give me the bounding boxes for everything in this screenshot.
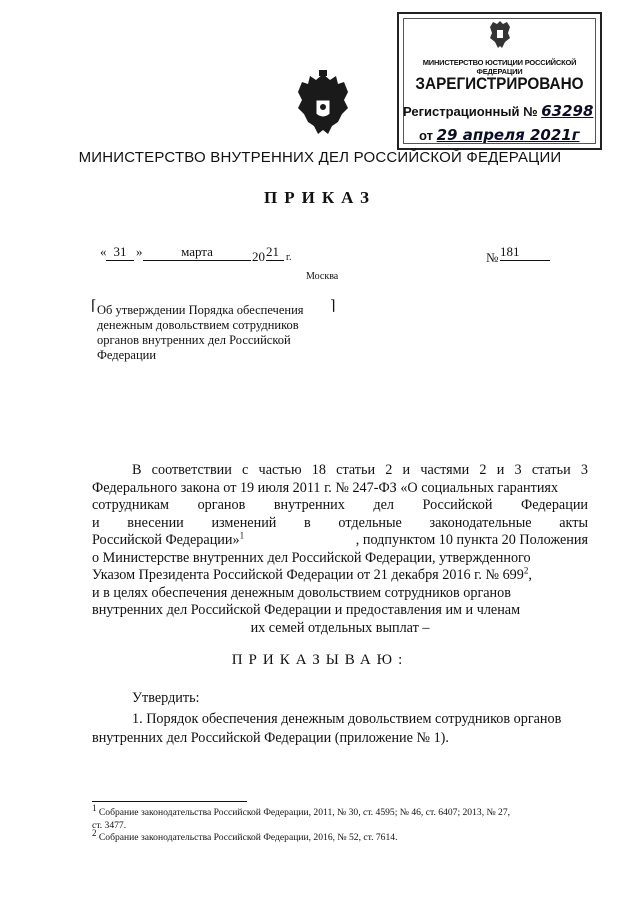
stamp-emblem-icon xyxy=(487,18,513,50)
footnotes xyxy=(92,802,588,845)
item-line: внутренних дел Российской Федерации (приложение № 1). xyxy=(92,730,449,746)
preamble-text xyxy=(92,462,588,637)
order-item-1 xyxy=(92,710,588,748)
stamp-date-label: от xyxy=(419,128,433,143)
subject-block xyxy=(97,303,304,363)
coat-of-arms-icon xyxy=(292,70,354,140)
footnote-2-text: Собрание законодательства Российской Федерации, 2016, № 52, ст. 7614. xyxy=(98,832,398,843)
footnote-ref-1: 1 xyxy=(239,530,245,541)
date-month: марта xyxy=(143,244,251,261)
stamp-number-handwritten: 63298 xyxy=(541,102,594,120)
subject-line: Федерации xyxy=(97,348,157,362)
body-fragment: , подпунктом 10 пункта 20 Положения xyxy=(355,532,588,548)
stamp-number-row xyxy=(403,102,593,120)
date-year-unit: г. xyxy=(286,252,292,263)
date-year-suffix: 21 xyxy=(266,244,284,261)
date-open-quote: « xyxy=(100,244,107,259)
approve-label: Утвердить: xyxy=(132,690,200,706)
stamp-date-handwritten: 29 апреля 2021г xyxy=(436,126,580,144)
body-fragment: , xyxy=(528,567,532,583)
document-title: ПРИКАЗ xyxy=(264,188,376,207)
footnote-separator xyxy=(92,801,247,802)
stamp-ministry-text: МИНИСТЕРСТВО ЮСТИЦИИ РОССИЙСКОЙ ФЕДЕРАЦИИ xyxy=(422,58,577,76)
date-day: 31 xyxy=(106,244,134,261)
date-year-prefix: 20 xyxy=(252,249,265,264)
ministry-heading: МИНИСТЕРСТВО ВНУТРЕННИХ ДЕЛ РОССИЙСКОЙ ФЕДЕРАЦИИ xyxy=(78,149,562,166)
order-word: ПРИКАЗЫВАЮ: xyxy=(231,652,409,668)
subject-line: органов внутренних дел Российской xyxy=(97,333,291,347)
subject-line: Об утверждении Порядка обеспечения xyxy=(97,303,304,317)
footnote-1-continuation: ст. 3477. xyxy=(92,819,127,831)
place-of-issue: Москва xyxy=(306,271,339,282)
order-number: 181 xyxy=(500,244,550,261)
stamp-number-label: Регистрационный № xyxy=(403,104,538,119)
body-line xyxy=(92,532,588,550)
subject-bracket-right-icon: ⌉ xyxy=(330,299,336,314)
stamp-registered-text: ЗАРЕГИСТРИРОВАНО xyxy=(415,74,584,93)
item-line: 1. Порядок обеспечения денежным довольствием сотрудников органов xyxy=(132,711,562,727)
order-number-label: № xyxy=(486,250,499,265)
body-fragment xyxy=(92,532,244,550)
footnote-ref-2: 2 xyxy=(523,565,529,576)
body-line: их семей отдельных выплат – xyxy=(250,619,430,636)
subject-bracket-left-icon: ⌈ xyxy=(91,299,97,314)
body-line: и в целях обеспечения денежным довольствием сотрудников органов xyxy=(92,584,511,601)
footnote-1-mark: 1 xyxy=(92,802,97,813)
footnote-1 xyxy=(92,802,588,820)
body-line: и внесении изменений в отдельные законодательные акты xyxy=(92,514,588,531)
body-fragment-text: Российской Федерации» xyxy=(92,532,240,548)
body-fragment: Указом Президента Российской Федерации от 21 декабря 2016 г. № 699 xyxy=(92,567,524,583)
registration-stamp xyxy=(397,12,602,150)
stamp-date-row xyxy=(419,126,580,144)
body-line xyxy=(92,567,588,585)
body-line: о Министерстве внутренних дел Российской Федерации, утвержденного xyxy=(92,549,531,566)
body-line: Федерального закона от 19 июля 2011 г. № 247-ФЗ «О социальных гарантиях xyxy=(92,479,559,496)
date-close-quote: » xyxy=(136,244,143,259)
body-line: сотрудникам органов внутренних дел Российской Федерации xyxy=(92,497,588,513)
body-line: В соответствии с частью 18 статьи 2 и частями 2 и 3 статьи 3 xyxy=(132,462,588,478)
body-line: внутренних дел Российской Федерации и предоставления им и членам xyxy=(92,602,521,618)
subject-line: денежным довольствием сотрудников xyxy=(97,318,299,332)
footnote-2 xyxy=(92,827,588,845)
footnote-1-text: Собрание законодательства Российской Федерации, 2011, № 30, ст. 4595; № 46, ст. 6407; 2013, № 27, xyxy=(98,807,511,818)
footnote-2-mark: 2 xyxy=(92,827,97,838)
